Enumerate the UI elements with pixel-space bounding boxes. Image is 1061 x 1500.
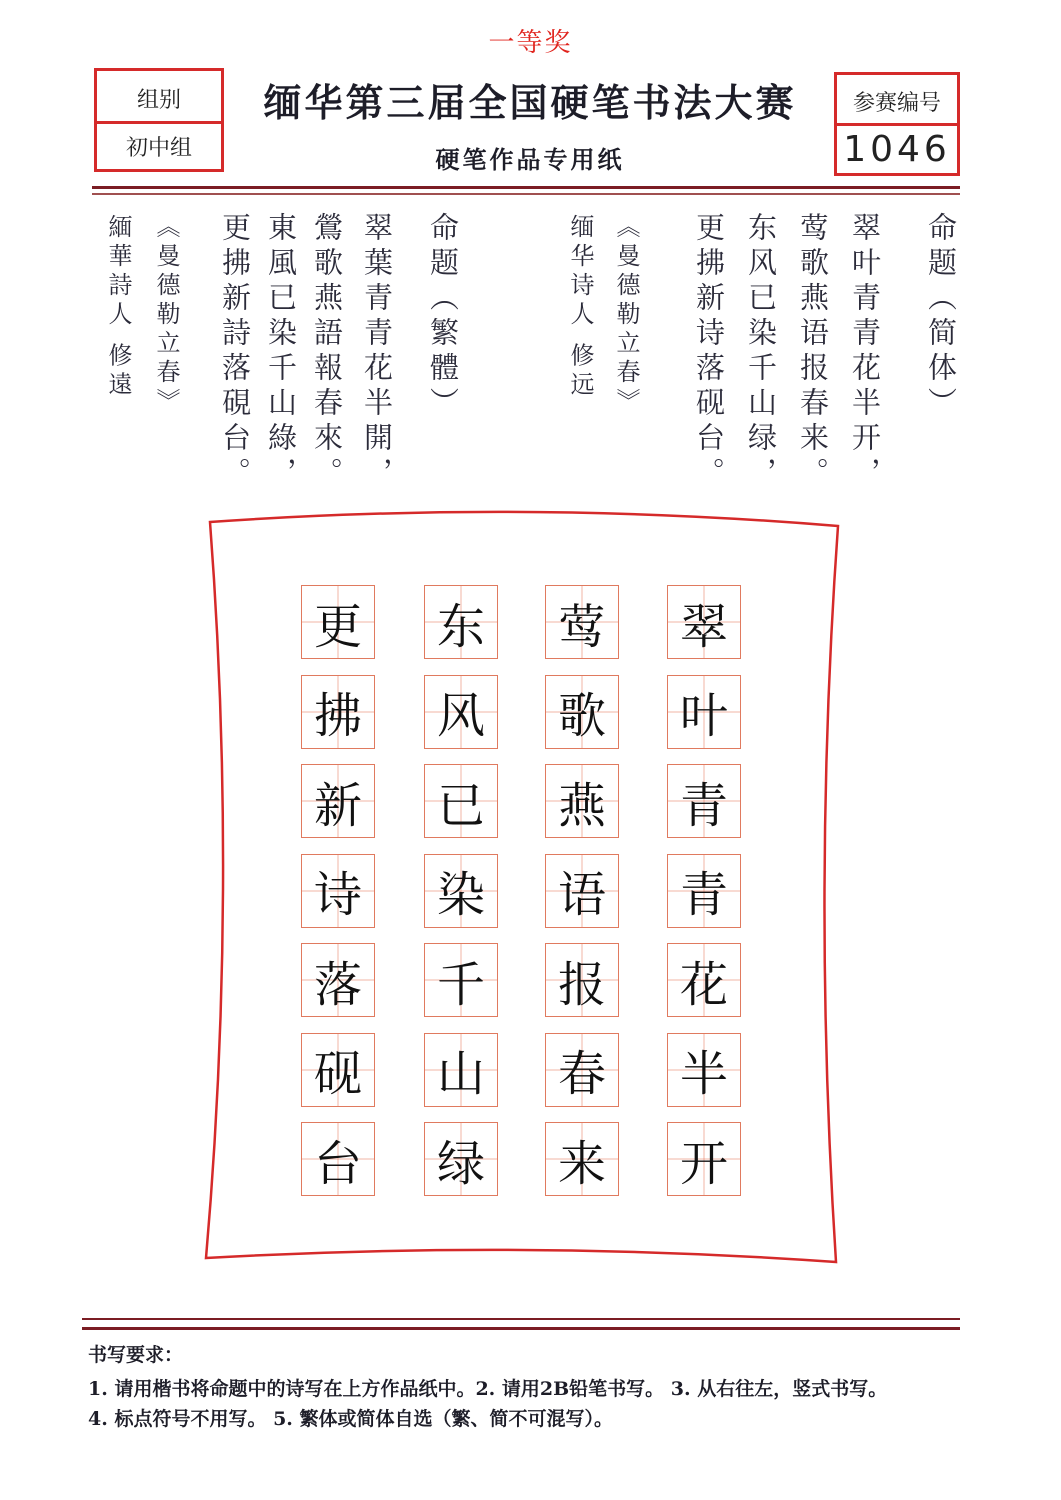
page-title: 缅华第三届全国硬笔书法大赛 [263,80,797,125]
award-label: 一等奖 [488,28,573,58]
entry-number-label: 参赛编号 [837,79,957,126]
grid-cell: 新 [301,764,375,838]
grid-cell: 燕 [545,764,619,838]
page-subtitle: 硬笔作品专用纸 [435,145,625,174]
prompt-simplified-line-3: 东风已染千山绿， [744,212,778,492]
grid-cell: 落 [301,943,375,1017]
prompt-traditional-line-4: 更拂新詩落硯台。 [218,212,252,492]
grid-cell: 风 [424,675,498,749]
grid-cell: 开 [667,1122,741,1196]
grid-cell: 东 [424,585,498,659]
grid-cell: 山 [424,1033,498,1107]
requirements-line-1: 1. 请用楷书将命题中的诗写在上方作品纸中。2. 请用2B铅笔书写。 3. 从右往左，竖式书写。 [88,1378,888,1400]
grid-cell: 染 [424,854,498,928]
requirements-line-2: 4. 标点符号不用写。 5. 繁体或简体自选（繁、简不可混写）。 [88,1408,614,1430]
bottom-rule-secondary [82,1327,960,1330]
grid-cell: 叶 [667,675,741,749]
prompt-traditional-line-1: 翠葉青青花半開， [360,212,394,492]
grid-cell: 翠 [667,585,741,659]
prompt-traditional-line-2: 鶯歌燕語報春來。 [310,212,344,492]
prompt-simplified-line-4: 更拂新诗落砚台。 [692,212,726,492]
group-label: 组别 [97,75,221,124]
grid-cell: 已 [424,764,498,838]
grid-cell: 绿 [424,1122,498,1196]
grid-cell: 台 [301,1122,375,1196]
grid-cell: 春 [545,1033,619,1107]
prompt-traditional-author: 緬華詩人 修遠 [104,214,132,401]
prompt-simplified-line-2: 莺歌燕语报春来。 [796,212,830,492]
grid-cell: 来 [545,1122,619,1196]
prompt-simplified-line-1: 翠叶青青花半开， [848,212,882,492]
grid-cell: 莺 [545,585,619,659]
grid-cell: 报 [545,943,619,1017]
grid-cell: 半 [667,1033,741,1107]
group-value: 初中组 [125,135,192,161]
prompt-simplified-author: 缅华诗人 修远 [566,214,594,401]
prompt-simplified-poem-title: 《曼德勒立春》 [612,214,640,417]
grid-cell: 语 [545,854,619,928]
grid-cell: 青 [667,764,741,838]
grid-cell: 更 [301,585,375,659]
grid-cell: 砚 [301,1033,375,1107]
grid-cell: 青 [667,854,741,928]
bottom-rule [82,1318,960,1320]
grid-cell: 花 [667,943,741,1017]
entry-number-value: 1046 [843,128,951,170]
prompt-simplified-heading: 命题（简体） [924,212,958,422]
grid-cell: 拂 [301,675,375,749]
grid-cell: 歌 [545,675,619,749]
requirements-heading: 书写要求： [88,1344,184,1366]
prompt-traditional-poem-title: 《曼德勒立春》 [152,214,180,417]
grid-cell: 千 [424,943,498,1017]
grid-cell: 诗 [301,854,375,928]
prompt-traditional-line-3: 東風已染千山綠， [264,212,298,492]
prompt-traditional-heading: 命题（繁體） [426,212,460,422]
